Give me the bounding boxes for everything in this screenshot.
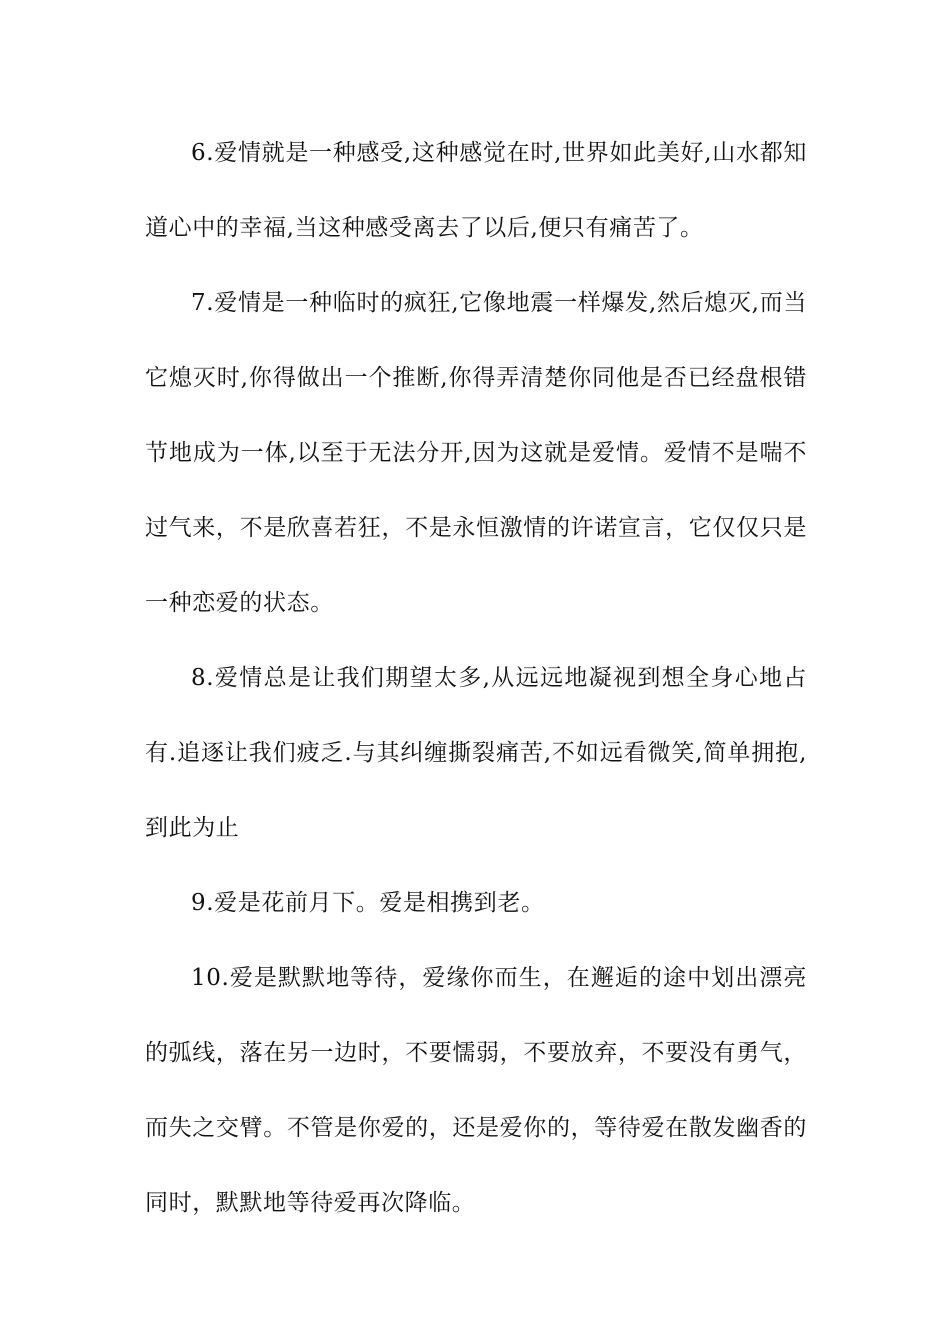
document-body <box>145 116 807 1241</box>
paragraph-9: 9.爱是花前月下。爱是相携到老。 <box>191 890 545 916</box>
paragraph-7: 7.爱情是一种临时的疯狂,它像地震一样爆发,然后熄灭,而当它熄灭时,你得做出一个推断,你得弄清楚你同他是否已经盘根错节地成为一体,以至于无法分开,因为这就是爱情。爱情不是喘不过气来，不是欣喜若狂，不是永恒激情的许诺宣言，它仅仅只是一种恋爱的状态。 <box>145 290 807 616</box>
paragraph-8: 8.爱情总是让我们期望太多,从远远地凝视到想全身心地占有.追逐让我们疲乏.与其纠缠撕裂痛苦,不如远看微笑,简单拥抱,到此为止 <box>145 665 807 841</box>
paragraph-10: 10.爱是默默地等待，爱缘你而生，在邂逅的途中划出漂亮的弧线，落在另一边时，不要懦弱，不要放弃，不要没有勇气，而失之交臂。不管是你爱的，还是爱你的，等待爱在散发幽香的同时，默默地等待爱再次降临。 <box>145 965 807 1216</box>
paragraph-6: 6.爱情就是一种感受,这种感觉在时,世界如此美好,山水都知道心中的幸福,当这种感受离去了以后,便只有痛苦了。 <box>145 140 807 241</box>
